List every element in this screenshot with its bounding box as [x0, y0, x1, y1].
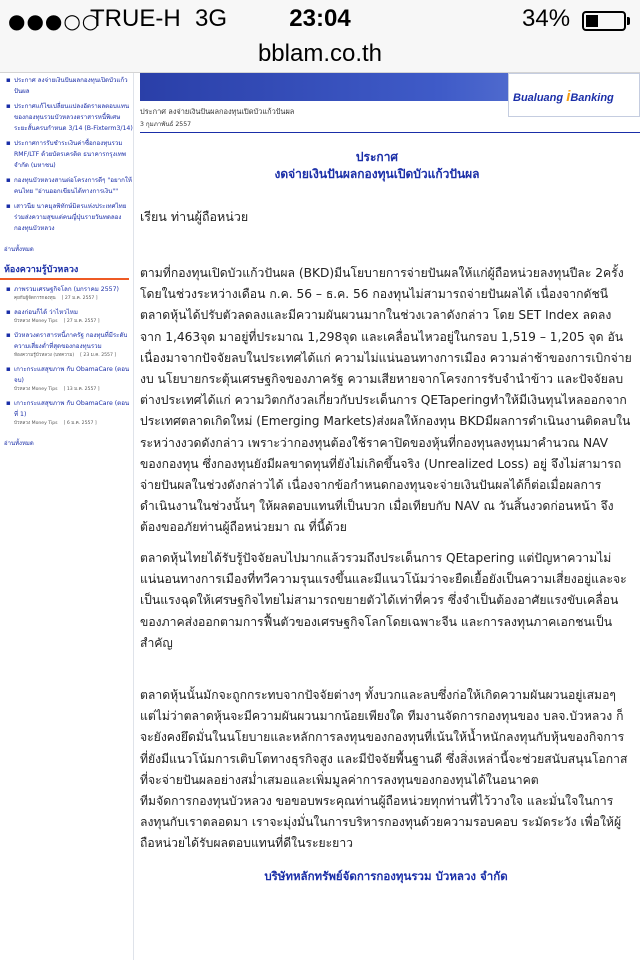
read-all-link[interactable]: อ่านทั้งหมด: [4, 440, 34, 447]
battery-level: [586, 15, 598, 27]
knowledge-link[interactable]: ลองก่อนก็ได้ ว่าไหวไหม: [14, 309, 78, 316]
knowledge-link[interactable]: บัวหลวงตราสารหนี้ภาครัฐ กองทุนที่มีระดับความเสี่ยงต่ำที่สุดของกองทุนรวม: [14, 332, 128, 350]
news-item[interactable]: [6, 101, 133, 134]
logo-word-2: Banking: [570, 92, 614, 104]
breadcrumb: ประกาศ ลงจ่ายเงินปันผลกองทุนเปิดบัวแก้วปันผล: [140, 107, 295, 116]
knowledge-category[interactable]: บัวหลวง Money Tips: [14, 421, 58, 426]
sidebar: [0, 73, 134, 960]
knowledge-item[interactable]: [6, 284, 133, 303]
knowledge-list: [0, 284, 133, 428]
signal-strength-icon: ●●●○○: [8, 9, 101, 33]
news-item[interactable]: [6, 175, 133, 197]
bualuang-ibanking-logo[interactable]: [508, 73, 640, 117]
news-link[interactable]: ประกาศแก้ไขเปลี่ยนแปลงอัตราผลตอบแทนของกองทุนรวมบัวหลวงตราสารหนี้พิเศษระยะสั้นครบกำหนด 3/14 (B-Fixterm3/14): [14, 103, 133, 132]
battery-percentage: 34%: [522, 5, 571, 32]
network-type: 3G: [195, 5, 228, 32]
news-item[interactable]: [6, 201, 133, 234]
announcement-title: ประกาศ: [355, 150, 399, 164]
body-paragraph: ตลาดหุ้นไทยได้รับรู้ปัจจัยลบไปมากแล้วรวมถึงประเด็นการ QEtapering แต่ปัญหาความไม่แน่นอนทางการเมืองที่ทวีความรุนแรงขึ้นและมีแนวโน้มว่าจะยืดเยื้อยังเป็นความเสี่ยงอยู่และจะเป็นแรงฉุดให้เศรษฐกิจไทยไม่สามารถขยายตัวได้เท่าที่ควร ซึ่งจำเป็นต้องอาศัยแรงขับเคลื่อนของภาคส่งออกตามการฟื้นตัวของเศรษฐกิจโลกโดยเฉพาะจีน และการลงทุนภาคเอกชนเป็นสำคัญ: [140, 551, 627, 650]
knowledge-date: [ 23 ม.ค. 2557 ]: [80, 353, 117, 358]
news-link[interactable]: กองทุนบัวหลวงสานต่อโครงการดีๆ "อยากให้คนไทย "อ่านออกเขียนได้ทางการเงิน"": [14, 177, 132, 195]
knowledge-item[interactable]: [6, 307, 133, 326]
status-bar: [0, 0, 640, 40]
knowledge-category[interactable]: คุยกับผู้จัดการกองทุน: [14, 296, 56, 301]
body-paragraph: ทีมจัดการกองทุนบัวหลวง ขอขอบพระคุณท่านผู้ถือหน่วยทุกท่านที่ไว้วางใจ และมั่นใจในการลงทุนกับเราตลอดมา เราจะมุ่งมั่นในการบริหารกองทุนด้วยความรอบคอบ ระมัดระวัง เพื่อให้ผู้ถือหน่วยได้รับผลตอบแทนที่ดีในระยะยาว: [140, 794, 622, 851]
web-page: [0, 73, 640, 960]
greeting: เรียน ท่านผู้ถือหน่วย: [140, 209, 249, 224]
signature: บริษัทหลักทรัพย์จัดการกองทุนรวม บัวหลวง จำกัด: [264, 869, 508, 883]
knowledge-category[interactable]: บัวหลวง Money Tips: [14, 319, 58, 324]
knowledge-item[interactable]: [6, 398, 133, 428]
knowledge-link[interactable]: เกาะกระแสสุขภาพ กับ ObamaCare (ตอนจบ): [14, 366, 130, 384]
knowledge-link[interactable]: เกาะกระแสสุขภาพ กับ ObamaCare (ตอนที่ 1): [14, 400, 130, 418]
news-link[interactable]: เสาวนีย นาคมุลพิทักษ์มิตรแห่งประเทศไทย ร่วมส่งความสุขแด่คนญี่ปุ่นรายวันทดลองกองทุนบัวหลวง: [14, 203, 127, 232]
knowledge-date: [ 6 ม.ค. 2557 ]: [63, 421, 97, 426]
knowledge-item[interactable]: [6, 330, 133, 360]
news-item[interactable]: [6, 75, 133, 97]
knowledge-category[interactable]: ห้องความรู้บัวหลวง (บทความ): [14, 353, 75, 358]
news-list: [0, 75, 133, 234]
news-link[interactable]: ประกาศ ลงจ่ายเงินปันผลกองทุนเปิดบัวแก้วปันผล: [14, 77, 128, 95]
knowledge-date: [ 27 ม.ค. 2557 ]: [63, 319, 100, 324]
knowledge-section-heading: ห้องความรู้บัวหลวง: [0, 262, 129, 280]
body-paragraph: ตลาดหุ้นนั้นมักจะถูกกระทบจากปัจจัยต่างๆ ทั้งบวกและลบซึ่งก่อให้เกิดความผันผวนอยู่เสมอๆ แต่ไม่ว่าตลาดหุ้นจะมีความผันผวนมากน้อยเพียงใด ทีมงานจัดการกองทุนของ บลจ.บัวหลวง ก็จะยังคงยึดมั่นในนโยบายและหลักการลงทุนของกองทุนที่เน้นให้น้ำหนักลงทุนกับหุ้นของกิจการที่ยังมีแนวโน้มการเติบโตทางธุรกิจสูง และมีปัจจัยพื้นฐานดี ซึ่งสิ่งเหล่านี้จะช่วยสนับสนุนโอกาสที่จะจ่ายปันผลอย่างสม่ำเสมอและเพิ่มมูลค่าการลงทุนของกองทุนได้ในอนาคต: [140, 688, 628, 787]
logo-word-1: Bualuang: [513, 92, 564, 104]
news-link[interactable]: ประกาศการรับชำระเงินค่าซื้อกองทุนรวม RMF/LTF ด้วยบัตรเครดิต ธนาคารกรุงเทพ จำกัด (มหาชน): [14, 140, 126, 169]
knowledge-link[interactable]: ภาพรวมเศรษฐกิจโลก (มกราคม 2557): [14, 286, 119, 293]
url-text[interactable]: bblam.co.th: [257, 40, 383, 67]
announcement-subtitle: งดจ่ายเงินปันผลกองทุนเปิดบัวแก้วปันผล: [274, 167, 480, 181]
divider: [140, 132, 640, 133]
news-item[interactable]: [6, 138, 133, 171]
knowledge-date: [ 13 ม.ค. 2557 ]: [63, 387, 100, 392]
knowledge-item[interactable]: [6, 364, 133, 394]
clock: 23:04: [289, 5, 351, 32]
logo-i: i: [566, 88, 571, 105]
read-all-link[interactable]: อ่านทั้งหมด: [4, 246, 34, 253]
battery-icon: [582, 11, 626, 31]
knowledge-date: [ 27 ม.ค. 2557 ]: [61, 296, 98, 301]
post-date: 3 กุมภาพันธ์ 2557: [140, 121, 192, 128]
main-content: [140, 73, 640, 960]
carrier-name: TRUE-H: [90, 5, 181, 32]
logo-text: [513, 88, 614, 105]
knowledge-category[interactable]: บัวหลวง Money Tips: [14, 387, 58, 392]
body-paragraph: ตามที่กองทุนเปิดบัวแก้วปันผล (BKD)มีนโยบายการจ่ายปันผลให้แก่ผู้ถือหน่วยลงทุนปีละ 2ครั้ง โดยในช่วงระหว่างเดือน ก.ค. 56 – ธ.ค. 56 กองทุนไม่สามารถจ่ายปันผลได้ เนื่องจากดัชนีตลาดหุ้นได้ปรับตัวลดลงและมีความผันผวนมากในช่วงเวลาดังกล่าว โดย SET Index ลดลงจาก 1,463จุด มาอยู่ที่ประมาณ 1,298จุด และเคลื่อนไหวอยู่ในกรอบ 1,519 – 1,205 จุด อันเนื่องมาจากปัจจัยลบในประเทศได้แก่ ความไม่แน่นอนทางการเมือง ความล่าช้าของการเบิกจ่ายงบ นโยบายกระตุ้นเศรษฐกิจของภาครัฐ ความเสียหายจากโครงการรับจำนำข้าว และปัจจัยลบต่างประเทศได้แก่ ความวิตกกังวลเกี่ยวกับประเด็นการ QETaperingทำให้มีเงินทุนไหลออกจากประเทศตลาดเกิดใหม่ (Emerging Markets)ส่งผลให้กองทุน BKDมีผลการดำเนินงานติดลบในระหว่างงวดดังกล่าว เพราะว่ากองทุนต้องใช้ราคาปิดของหุ้นที่กองทุนลงทุนมาคำนวณ NAV ของกองทุน ซึ่งกองทุนยังมีผลขาดทุนที่ยังไม่เกิดขึ้นจริง (Unrealized Loss) อยู่ จึงไม่สามารถจ่ายปันผลในช่วงดังกล่าวได้ เนื่องจากข้อกำหนดกองทุนจะจ่ายเงินปันผลได้ก็ต่อเมื่อผลการดำเนินงานในช่วงนั้นๆ ให้ผลตอบแทนที่เป็นบวก เมื่อเทียบกับ NAV ณ วันสิ้นงวดก่อนหน้า จึงต้องขออภัยท่านผู้ถือหน่วยมา ณ ที่นี้ด้วย: [140, 266, 632, 535]
address-bar[interactable]: [0, 40, 640, 73]
